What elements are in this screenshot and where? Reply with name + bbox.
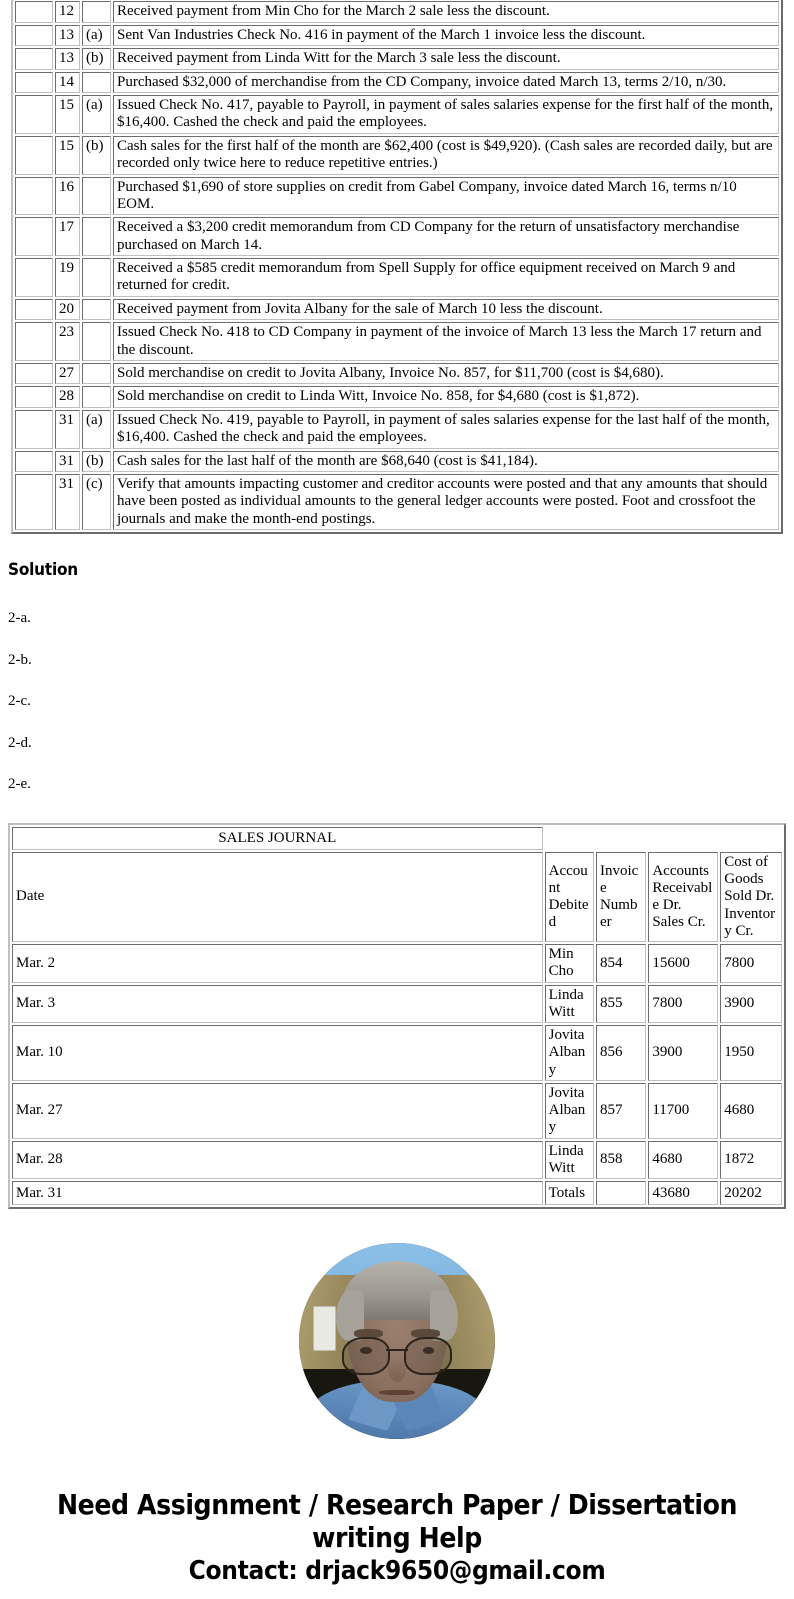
sales-journal-body: [12, 944, 782, 1179]
transaction-description-cell: Sold merchandise on credit to Linda Witt, Invoice No. 858, for $4,680 (cost is $1,872).: [113, 386, 779, 407]
glasses-bridge: [386, 1349, 408, 1352]
transaction-reference-cell: (b): [82, 48, 111, 69]
journal-cell-invoice: 858: [596, 1141, 646, 1180]
column-header-date: Date: [12, 852, 543, 942]
transactions-table-wrapper: [0, 0, 794, 534]
transaction-reference-cell: [82, 299, 111, 320]
transaction-reference-cell: (a): [82, 95, 111, 134]
journal-cell-cost-of-goods: 4680: [720, 1083, 782, 1139]
transaction-blank-cell: [15, 363, 53, 384]
table-row: [15, 217, 779, 256]
transaction-day-cell: 19: [55, 258, 80, 297]
transaction-day-cell: 27: [55, 363, 80, 384]
transaction-day-cell: 31: [55, 474, 80, 530]
table-row-totals: [12, 1181, 782, 1205]
glasses-lens-right: [404, 1337, 452, 1374]
transaction-reference-cell: [82, 72, 111, 93]
journal-cell-account: Linda Witt: [545, 985, 594, 1024]
journal-cell-date: Mar. 27: [12, 1083, 543, 1139]
transaction-reference-cell: [82, 1, 111, 22]
transaction-day-cell: 28: [55, 386, 80, 407]
transaction-blank-cell: [15, 322, 53, 361]
transaction-reference-cell: [82, 386, 111, 407]
transaction-description-cell: Received payment from Min Cho for the March 2 sale less the discount.: [113, 1, 779, 22]
totals-journal-cell-invoice: [596, 1181, 646, 1205]
transaction-blank-cell: [15, 72, 53, 93]
transaction-day-cell: 20: [55, 299, 80, 320]
journal-cell-accounts-receivable: 15600: [648, 944, 718, 983]
photo-background-wall-switch: [313, 1306, 337, 1351]
journal-cell-account: Jovita Albany: [545, 1083, 594, 1139]
transaction-blank-cell: [15, 217, 53, 256]
solution-item: 2-b.: [8, 651, 32, 668]
table-row: [15, 322, 779, 361]
solution-section: [0, 560, 794, 793]
transaction-blank-cell: [15, 474, 53, 530]
transaction-day-cell: 31: [55, 410, 80, 449]
glasses-lens-left: [342, 1337, 390, 1374]
transaction-reference-cell: (b): [82, 136, 111, 175]
transaction-description-cell: Purchased $1,690 of store supplies on credit from Gabel Company, invoice dated March 16, terms n/10 EOM.: [113, 177, 779, 216]
column-header-accounts-receivable: Accounts Receivable Dr. Sales Cr.: [648, 852, 718, 942]
column-header-cost-of-goods-sold: Cost of Goods Sold Dr. Inventory Cr.: [720, 852, 782, 942]
sales-journal-title-row: [12, 827, 782, 850]
transaction-day-cell: 13: [55, 25, 80, 46]
transaction-description-cell: Verify that amounts impacting customer and creditor accounts were posted and that any amounts that should have been posted as individual amounts to the general ledger accounts were posted. Foot and crossfoot the journals and make the month-end postings.: [113, 474, 779, 530]
solution-item: 2-d.: [8, 734, 32, 751]
promo-contact: Contact: drjack9650@gmail.com: [188, 1556, 606, 1587]
transaction-day-cell: 12: [55, 1, 80, 22]
journal-cell-account: Min Cho: [545, 944, 594, 983]
journal-cell-cost-of-goods: 1872: [720, 1141, 782, 1180]
transaction-description-cell: Sold merchandise on credit to Jovita Albany, Invoice No. 857, for $11,700 (cost is $4,680).: [113, 363, 779, 384]
transaction-description-cell: Purchased $32,000 of merchandise from the CD Company, invoice dated March 13, terms 2/10, n/30.: [113, 72, 779, 93]
photo-mouth: [379, 1390, 414, 1395]
transaction-reference-cell: [82, 322, 111, 361]
table-row: [15, 177, 779, 216]
solution-item: 2-a.: [8, 610, 31, 627]
transaction-day-cell: 15: [55, 95, 80, 134]
avatar: [299, 1243, 495, 1439]
transaction-description-cell: Issued Check No. 417, payable to Payroll, in payment of sales salaries expense for the first half of the month, $16,400. Cashed the check and paid the employees.: [113, 95, 779, 134]
sales-journal-title: SALES JOURNAL: [12, 827, 543, 850]
table-row: [12, 1025, 782, 1081]
journal-cell-invoice: 857: [596, 1083, 646, 1139]
journal-cell-date: Mar. 3: [12, 985, 543, 1024]
table-row: [15, 95, 779, 134]
transaction-day-cell: 15: [55, 136, 80, 175]
journal-cell-accounts-receivable: 3900: [648, 1025, 718, 1081]
table-row: [15, 299, 779, 320]
transaction-reference-cell: [82, 217, 111, 256]
journal-cell-invoice: 855: [596, 985, 646, 1024]
transaction-day-cell: 14: [55, 72, 80, 93]
transaction-blank-cell: [15, 136, 53, 175]
table-row: [15, 72, 779, 93]
table-row: [12, 1083, 782, 1139]
promo-footer: [0, 1488, 794, 1599]
transaction-day-cell: 13: [55, 48, 80, 69]
column-header-account-debited: Account Debited: [545, 852, 594, 942]
transaction-reference-cell: (a): [82, 410, 111, 449]
journal-cell-cost-of-goods: 7800: [720, 944, 782, 983]
table-row: [15, 474, 779, 530]
empty-spacer-cell: [720, 827, 782, 850]
journal-cell-accounts-receivable: 7800: [648, 985, 718, 1024]
transaction-blank-cell: [15, 299, 53, 320]
sales-journal-totals: [12, 1181, 782, 1205]
journal-cell-invoice: 854: [596, 944, 646, 983]
journal-cell-account: Jovita Albany: [545, 1025, 594, 1081]
transactions-table: [11, 0, 783, 534]
promo-headline: Need Assignment / Research Paper / Dissertation writing Help: [56, 1488, 738, 1555]
sales-journal-table: [8, 823, 786, 1210]
empty-spacer-cell: [545, 827, 594, 850]
journal-cell-accounts-receivable: 11700: [648, 1083, 718, 1139]
journal-cell-accounts-receivable: 4680: [648, 1141, 718, 1180]
transaction-description-cell: Received payment from Linda Witt for the March 3 sale less the discount.: [113, 48, 779, 69]
photo-area: [0, 1243, 794, 1444]
transaction-blank-cell: [15, 258, 53, 297]
transaction-reference-cell: [82, 258, 111, 297]
table-row: [12, 944, 782, 983]
transaction-description-cell: Received a $585 credit memorandum from Spell Supply for office equipment received on March 9 and returned for credit.: [113, 258, 779, 297]
transaction-description-cell: Issued Check No. 418 to CD Company in payment of the invoice of March 13 less the March 17 return and the discount.: [113, 322, 779, 361]
totals-journal-cell-date: Mar. 31: [12, 1181, 543, 1205]
transaction-blank-cell: [15, 95, 53, 134]
transaction-reference-cell: [82, 177, 111, 216]
transaction-day-cell: 17: [55, 217, 80, 256]
transaction-day-cell: 16: [55, 177, 80, 216]
transaction-blank-cell: [15, 25, 53, 46]
table-row: [15, 136, 779, 175]
table-row: [15, 363, 779, 384]
transaction-blank-cell: [15, 1, 53, 22]
sales-journal-wrapper: [0, 823, 794, 1210]
totals-journal-cell-account: Totals: [545, 1181, 594, 1205]
table-row: [15, 25, 779, 46]
journal-cell-date: Mar. 10: [12, 1025, 543, 1081]
empty-spacer-cell: [648, 827, 718, 850]
column-header-invoice-number: Invoice Number: [596, 852, 646, 942]
transaction-reference-cell: (c): [82, 474, 111, 530]
transaction-day-cell: 31: [55, 451, 80, 472]
sales-journal-header-row: [12, 852, 782, 942]
transaction-description-cell: Received payment from Jovita Albany for the sale of March 10 less the discount.: [113, 299, 779, 320]
transaction-reference-cell: (b): [82, 451, 111, 472]
transaction-description-cell: Received a $3,200 credit memorandum from CD Company for the return of unsatisfactory merchandise purchased on March 14.: [113, 217, 779, 256]
photo-nose: [388, 1357, 406, 1382]
table-row: [15, 386, 779, 407]
table-row: [15, 451, 779, 472]
solution-item: 2-c.: [8, 693, 31, 710]
journal-cell-date: Mar. 28: [12, 1141, 543, 1180]
solution-heading: Solution: [8, 560, 79, 581]
transaction-blank-cell: [15, 451, 53, 472]
table-row: [15, 1, 779, 22]
transactions-table-body: [15, 0, 779, 530]
transaction-blank-cell: [15, 48, 53, 69]
transaction-description-cell: Cash sales for the first half of the month are $62,400 (cost is $49,920). (Cash sales are recorded daily, but are recorded only twice here to reduce repetitive entries.): [113, 136, 779, 175]
transaction-description-cell: Sent Van Industries Check No. 416 in payment of the March 1 invoice less the discount.: [113, 25, 779, 46]
solution-item: 2-e.: [8, 776, 31, 793]
journal-cell-date: Mar. 2: [12, 944, 543, 983]
journal-cell-account: Linda Witt: [545, 1141, 594, 1180]
table-row: [15, 48, 779, 69]
journal-cell-cost-of-goods: 3900: [720, 985, 782, 1024]
journal-cell-invoice: 856: [596, 1025, 646, 1081]
table-row: [15, 258, 779, 297]
solution-item-list: [8, 610, 786, 793]
journal-cell-cost-of-goods: 1950: [720, 1025, 782, 1081]
table-row: [12, 985, 782, 1024]
transaction-blank-cell: [15, 177, 53, 216]
transaction-reference-cell: [82, 363, 111, 384]
transaction-description-cell: Issued Check No. 419, payable to Payroll, in payment of sales salaries expense for the last half of the month, $16,400. Cashed the check and paid the employees.: [113, 410, 779, 449]
table-row: [12, 1141, 782, 1180]
transaction-blank-cell: [15, 410, 53, 449]
transaction-reference-cell: (a): [82, 25, 111, 46]
totals-journal-cell-accounts-receivable: 43680: [648, 1181, 718, 1205]
totals-journal-cell-cost-of-goods: 20202: [720, 1181, 782, 1205]
empty-spacer-cell: [596, 827, 646, 850]
transaction-description-cell: Cash sales for the last half of the month are $68,640 (cost is $41,184).: [113, 451, 779, 472]
transaction-day-cell: 23: [55, 322, 80, 361]
transaction-blank-cell: [15, 386, 53, 407]
table-row: [15, 410, 779, 449]
